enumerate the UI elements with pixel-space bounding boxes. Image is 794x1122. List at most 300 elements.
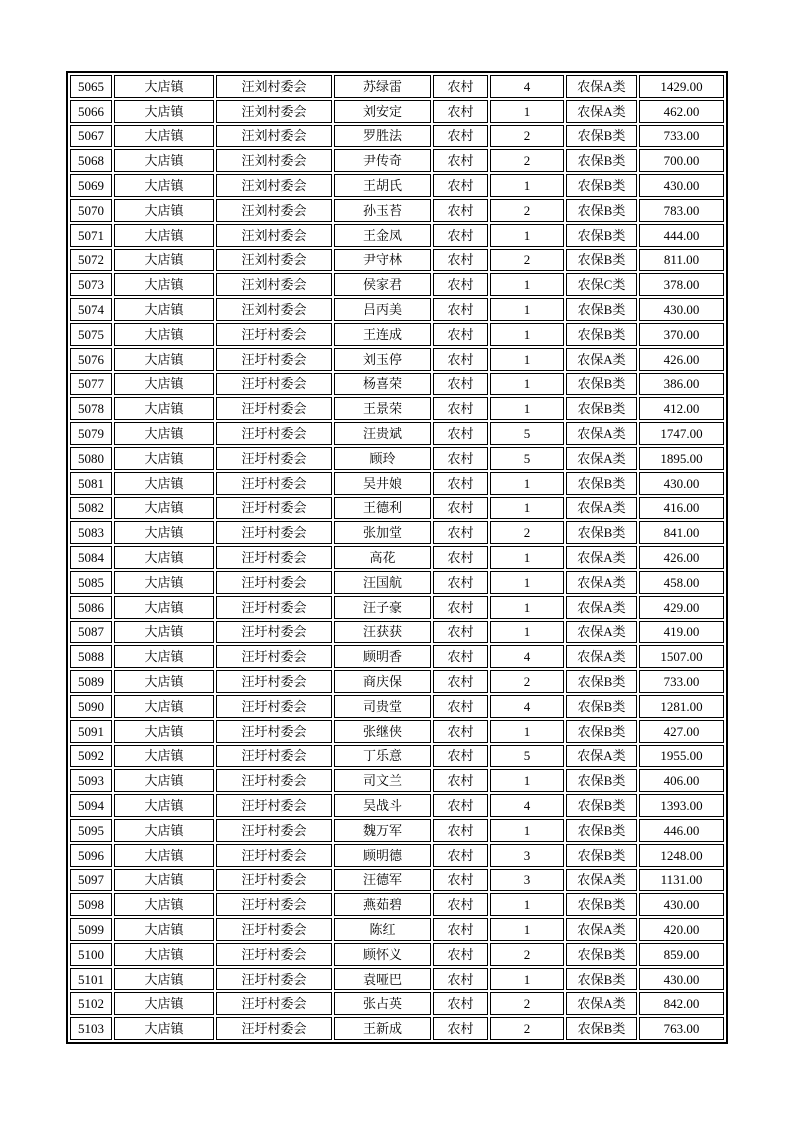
cell-persons: 1 <box>490 596 564 619</box>
cell-residence: 农村 <box>433 472 488 495</box>
cell-town: 大店镇 <box>114 571 214 594</box>
cell-persons: 1 <box>490 571 564 594</box>
cell-town: 大店镇 <box>114 769 214 792</box>
cell-amount: 444.00 <box>639 224 724 247</box>
table-row <box>70 249 724 272</box>
cell-name: 孙玉苔 <box>334 199 431 222</box>
cell-serial: 5084 <box>70 546 112 569</box>
cell-name: 刘玉停 <box>334 348 431 371</box>
cell-persons: 2 <box>490 943 564 966</box>
cell-town: 大店镇 <box>114 546 214 569</box>
cell-town: 大店镇 <box>114 422 214 445</box>
cell-village: 汪圩村委会 <box>216 521 332 544</box>
cell-village: 汪圩村委会 <box>216 621 332 644</box>
cell-name: 袁哑巴 <box>334 968 431 991</box>
cell-name: 吴战斗 <box>334 794 431 817</box>
cell-residence: 农村 <box>433 249 488 272</box>
cell-serial: 5066 <box>70 100 112 123</box>
cell-residence: 农村 <box>433 695 488 718</box>
cell-village: 汪刘村委会 <box>216 249 332 272</box>
table-row <box>70 645 724 668</box>
cell-name: 张继侠 <box>334 720 431 743</box>
table-row <box>70 720 724 743</box>
cell-category: 农保B类 <box>566 769 637 792</box>
cell-village: 汪刘村委会 <box>216 100 332 123</box>
cell-residence: 农村 <box>433 819 488 842</box>
cell-serial: 5071 <box>70 224 112 247</box>
cell-residence: 农村 <box>433 447 488 470</box>
cell-village: 汪圩村委会 <box>216 422 332 445</box>
cell-serial: 5097 <box>70 869 112 892</box>
cell-town: 大店镇 <box>114 943 214 966</box>
cell-amount: 427.00 <box>639 720 724 743</box>
cell-town: 大店镇 <box>114 323 214 346</box>
table-row <box>70 968 724 991</box>
cell-amount: 386.00 <box>639 373 724 396</box>
cell-amount: 783.00 <box>639 199 724 222</box>
cell-serial: 5092 <box>70 745 112 768</box>
cell-category: 农保B类 <box>566 844 637 867</box>
cell-village: 汪圩村委会 <box>216 819 332 842</box>
cell-amount: 412.00 <box>639 397 724 420</box>
cell-residence: 农村 <box>433 149 488 172</box>
cell-name: 王新成 <box>334 1017 431 1040</box>
cell-category: 农保B类 <box>566 373 637 396</box>
cell-town: 大店镇 <box>114 447 214 470</box>
cell-village: 汪圩村委会 <box>216 323 332 346</box>
cell-village: 汪刘村委会 <box>216 75 332 98</box>
cell-serial: 5073 <box>70 273 112 296</box>
cell-category: 农保A类 <box>566 75 637 98</box>
cell-serial: 5069 <box>70 174 112 197</box>
cell-village: 汪刘村委会 <box>216 149 332 172</box>
cell-persons: 1 <box>490 298 564 321</box>
cell-serial: 5074 <box>70 298 112 321</box>
cell-persons: 5 <box>490 745 564 768</box>
cell-name: 顾明德 <box>334 844 431 867</box>
cell-name: 吕丙美 <box>334 298 431 321</box>
cell-village: 汪刘村委会 <box>216 273 332 296</box>
cell-persons: 3 <box>490 869 564 892</box>
cell-category: 农保A类 <box>566 992 637 1015</box>
cell-name: 汪国航 <box>334 571 431 594</box>
cell-town: 大店镇 <box>114 819 214 842</box>
cell-town: 大店镇 <box>114 224 214 247</box>
cell-category: 农保B类 <box>566 298 637 321</box>
cell-category: 农保A类 <box>566 422 637 445</box>
cell-serial: 5099 <box>70 918 112 941</box>
table-row <box>70 199 724 222</box>
cell-town: 大店镇 <box>114 745 214 768</box>
cell-village: 汪圩村委会 <box>216 670 332 693</box>
cell-persons: 1 <box>490 968 564 991</box>
cell-persons: 3 <box>490 844 564 867</box>
cell-persons: 1 <box>490 373 564 396</box>
table-row <box>70 745 724 768</box>
cell-name: 尹传奇 <box>334 149 431 172</box>
cell-town: 大店镇 <box>114 918 214 941</box>
table-row <box>70 298 724 321</box>
cell-category: 农保C类 <box>566 273 637 296</box>
cell-amount: 1955.00 <box>639 745 724 768</box>
cell-name: 司文兰 <box>334 769 431 792</box>
cell-persons: 4 <box>490 695 564 718</box>
table-row <box>70 373 724 396</box>
table-row <box>70 695 724 718</box>
cell-residence: 农村 <box>433 1017 488 1040</box>
cell-village: 汪圩村委会 <box>216 769 332 792</box>
cell-name: 顾玲 <box>334 447 431 470</box>
cell-category: 农保A类 <box>566 546 637 569</box>
cell-residence: 农村 <box>433 918 488 941</box>
cell-town: 大店镇 <box>114 695 214 718</box>
benefit-roster-table <box>66 71 728 1044</box>
cell-amount: 1248.00 <box>639 844 724 867</box>
cell-town: 大店镇 <box>114 1017 214 1040</box>
cell-amount: 429.00 <box>639 596 724 619</box>
cell-town: 大店镇 <box>114 621 214 644</box>
table-row <box>70 149 724 172</box>
cell-serial: 5102 <box>70 992 112 1015</box>
cell-category: 农保B类 <box>566 397 637 420</box>
cell-name: 王金凤 <box>334 224 431 247</box>
cell-serial: 5082 <box>70 497 112 520</box>
cell-serial: 5091 <box>70 720 112 743</box>
cell-town: 大店镇 <box>114 992 214 1015</box>
cell-village: 汪圩村委会 <box>216 348 332 371</box>
cell-residence: 农村 <box>433 943 488 966</box>
cell-category: 农保A类 <box>566 497 637 520</box>
cell-residence: 农村 <box>433 670 488 693</box>
cell-residence: 农村 <box>433 497 488 520</box>
cell-town: 大店镇 <box>114 794 214 817</box>
cell-serial: 5095 <box>70 819 112 842</box>
table-row <box>70 174 724 197</box>
cell-name: 罗胜法 <box>334 125 431 148</box>
cell-amount: 430.00 <box>639 298 724 321</box>
cell-serial: 5103 <box>70 1017 112 1040</box>
cell-name: 王德利 <box>334 497 431 520</box>
cell-town: 大店镇 <box>114 174 214 197</box>
cell-category: 农保B类 <box>566 472 637 495</box>
cell-amount: 430.00 <box>639 968 724 991</box>
cell-name: 汪子豪 <box>334 596 431 619</box>
cell-village: 汪圩村委会 <box>216 968 332 991</box>
cell-village: 汪圩村委会 <box>216 943 332 966</box>
table-row <box>70 422 724 445</box>
cell-village: 汪圩村委会 <box>216 992 332 1015</box>
cell-serial: 5085 <box>70 571 112 594</box>
table-row <box>70 1017 724 1040</box>
cell-name: 张加堂 <box>334 521 431 544</box>
cell-town: 大店镇 <box>114 273 214 296</box>
cell-town: 大店镇 <box>114 199 214 222</box>
cell-residence: 农村 <box>433 968 488 991</box>
cell-persons: 2 <box>490 521 564 544</box>
table-row <box>70 571 724 594</box>
cell-village: 汪圩村委会 <box>216 373 332 396</box>
cell-serial: 5077 <box>70 373 112 396</box>
cell-village: 汪圩村委会 <box>216 869 332 892</box>
cell-residence: 农村 <box>433 298 488 321</box>
cell-amount: 406.00 <box>639 769 724 792</box>
cell-category: 农保A类 <box>566 621 637 644</box>
cell-name: 顾明香 <box>334 645 431 668</box>
table-row <box>70 100 724 123</box>
cell-village: 汪圩村委会 <box>216 571 332 594</box>
cell-category: 农保B类 <box>566 125 637 148</box>
cell-persons: 5 <box>490 447 564 470</box>
cell-serial: 5101 <box>70 968 112 991</box>
cell-serial: 5086 <box>70 596 112 619</box>
cell-category: 农保A类 <box>566 645 637 668</box>
cell-town: 大店镇 <box>114 521 214 544</box>
table-row <box>70 447 724 470</box>
cell-name: 杨喜荣 <box>334 373 431 396</box>
cell-village: 汪圩村委会 <box>216 645 332 668</box>
cell-serial: 5094 <box>70 794 112 817</box>
cell-amount: 859.00 <box>639 943 724 966</box>
cell-name: 苏绿雷 <box>334 75 431 98</box>
cell-persons: 1 <box>490 918 564 941</box>
cell-name: 吴井娘 <box>334 472 431 495</box>
cell-village: 汪圩村委会 <box>216 546 332 569</box>
cell-name: 司贵堂 <box>334 695 431 718</box>
cell-persons: 1 <box>490 397 564 420</box>
cell-residence: 农村 <box>433 224 488 247</box>
cell-residence: 农村 <box>433 571 488 594</box>
cell-residence: 农村 <box>433 720 488 743</box>
cell-amount: 446.00 <box>639 819 724 842</box>
cell-serial: 5075 <box>70 323 112 346</box>
cell-serial: 5090 <box>70 695 112 718</box>
cell-category: 农保A类 <box>566 447 637 470</box>
cell-name: 王连成 <box>334 323 431 346</box>
table-row <box>70 323 724 346</box>
cell-persons: 1 <box>490 769 564 792</box>
cell-residence: 农村 <box>433 174 488 197</box>
cell-town: 大店镇 <box>114 100 214 123</box>
cell-village: 汪圩村委会 <box>216 596 332 619</box>
cell-category: 农保A类 <box>566 745 637 768</box>
cell-residence: 农村 <box>433 521 488 544</box>
cell-category: 农保B类 <box>566 794 637 817</box>
cell-amount: 378.00 <box>639 273 724 296</box>
cell-village: 汪刘村委会 <box>216 125 332 148</box>
cell-town: 大店镇 <box>114 670 214 693</box>
cell-persons: 1 <box>490 224 564 247</box>
cell-category: 农保B类 <box>566 968 637 991</box>
cell-town: 大店镇 <box>114 249 214 272</box>
cell-residence: 农村 <box>433 348 488 371</box>
table-row <box>70 943 724 966</box>
cell-town: 大店镇 <box>114 373 214 396</box>
cell-category: 农保B类 <box>566 174 637 197</box>
cell-persons: 2 <box>490 249 564 272</box>
cell-name: 汪贵斌 <box>334 422 431 445</box>
cell-serial: 5072 <box>70 249 112 272</box>
cell-town: 大店镇 <box>114 472 214 495</box>
table-row <box>70 819 724 842</box>
cell-amount: 1131.00 <box>639 869 724 892</box>
cell-persons: 1 <box>490 546 564 569</box>
cell-amount: 733.00 <box>639 125 724 148</box>
cell-residence: 农村 <box>433 992 488 1015</box>
cell-residence: 农村 <box>433 546 488 569</box>
cell-amount: 842.00 <box>639 992 724 1015</box>
cell-village: 汪圩村委会 <box>216 844 332 867</box>
table-row <box>70 125 724 148</box>
cell-village: 汪刘村委会 <box>216 298 332 321</box>
cell-residence: 农村 <box>433 893 488 916</box>
cell-village: 汪圩村委会 <box>216 447 332 470</box>
cell-amount: 462.00 <box>639 100 724 123</box>
cell-town: 大店镇 <box>114 645 214 668</box>
table-row <box>70 596 724 619</box>
table-body <box>70 75 724 1040</box>
cell-category: 农保B类 <box>566 720 637 743</box>
cell-amount: 430.00 <box>639 893 724 916</box>
cell-town: 大店镇 <box>114 348 214 371</box>
cell-amount: 370.00 <box>639 323 724 346</box>
cell-name: 王胡氏 <box>334 174 431 197</box>
cell-persons: 4 <box>490 645 564 668</box>
cell-serial: 5089 <box>70 670 112 693</box>
cell-category: 农保B类 <box>566 695 637 718</box>
cell-name: 陈红 <box>334 918 431 941</box>
cell-amount: 700.00 <box>639 149 724 172</box>
cell-village: 汪刘村委会 <box>216 199 332 222</box>
cell-category: 农保A类 <box>566 596 637 619</box>
cell-town: 大店镇 <box>114 497 214 520</box>
cell-persons: 4 <box>490 794 564 817</box>
cell-serial: 5093 <box>70 769 112 792</box>
cell-town: 大店镇 <box>114 397 214 420</box>
cell-village: 汪圩村委会 <box>216 1017 332 1040</box>
cell-category: 农保A类 <box>566 918 637 941</box>
table-row <box>70 521 724 544</box>
cell-town: 大店镇 <box>114 596 214 619</box>
cell-serial: 5088 <box>70 645 112 668</box>
cell-name: 王景荣 <box>334 397 431 420</box>
cell-amount: 1429.00 <box>639 75 724 98</box>
cell-village: 汪刘村委会 <box>216 174 332 197</box>
cell-village: 汪圩村委会 <box>216 397 332 420</box>
cell-town: 大店镇 <box>114 844 214 867</box>
table-row <box>70 224 724 247</box>
table-row <box>70 918 724 941</box>
cell-category: 农保B类 <box>566 249 637 272</box>
cell-amount: 811.00 <box>639 249 724 272</box>
cell-serial: 5070 <box>70 199 112 222</box>
cell-residence: 农村 <box>433 397 488 420</box>
cell-category: 农保B类 <box>566 943 637 966</box>
cell-village: 汪圩村委会 <box>216 720 332 743</box>
cell-town: 大店镇 <box>114 149 214 172</box>
cell-name: 燕茹碧 <box>334 893 431 916</box>
cell-persons: 1 <box>490 273 564 296</box>
table-row <box>70 769 724 792</box>
cell-persons: 5 <box>490 422 564 445</box>
cell-name: 尹守林 <box>334 249 431 272</box>
table-row <box>70 472 724 495</box>
cell-category: 农保A类 <box>566 348 637 371</box>
cell-serial: 5087 <box>70 621 112 644</box>
cell-town: 大店镇 <box>114 720 214 743</box>
table-row <box>70 844 724 867</box>
cell-residence: 农村 <box>433 199 488 222</box>
table-row <box>70 497 724 520</box>
cell-residence: 农村 <box>433 645 488 668</box>
cell-persons: 1 <box>490 174 564 197</box>
table-row <box>70 348 724 371</box>
cell-amount: 416.00 <box>639 497 724 520</box>
cell-name: 刘安定 <box>334 100 431 123</box>
table-row <box>70 869 724 892</box>
cell-category: 农保B类 <box>566 893 637 916</box>
cell-serial: 5067 <box>70 125 112 148</box>
cell-serial: 5083 <box>70 521 112 544</box>
table-row <box>70 273 724 296</box>
cell-serial: 5065 <box>70 75 112 98</box>
cell-category: 农保B类 <box>566 224 637 247</box>
cell-serial: 5080 <box>70 447 112 470</box>
cell-persons: 1 <box>490 893 564 916</box>
cell-residence: 农村 <box>433 422 488 445</box>
cell-serial: 5079 <box>70 422 112 445</box>
cell-persons: 2 <box>490 149 564 172</box>
cell-amount: 1393.00 <box>639 794 724 817</box>
cell-amount: 1281.00 <box>639 695 724 718</box>
cell-name: 丁乐意 <box>334 745 431 768</box>
table-row <box>70 621 724 644</box>
cell-town: 大店镇 <box>114 75 214 98</box>
cell-town: 大店镇 <box>114 968 214 991</box>
cell-serial: 5078 <box>70 397 112 420</box>
cell-amount: 430.00 <box>639 174 724 197</box>
cell-residence: 农村 <box>433 125 488 148</box>
cell-persons: 2 <box>490 125 564 148</box>
table-row <box>70 75 724 98</box>
cell-category: 农保B类 <box>566 670 637 693</box>
cell-residence: 农村 <box>433 373 488 396</box>
cell-amount: 430.00 <box>639 472 724 495</box>
cell-amount: 458.00 <box>639 571 724 594</box>
cell-serial: 5068 <box>70 149 112 172</box>
cell-persons: 1 <box>490 472 564 495</box>
cell-name: 魏万军 <box>334 819 431 842</box>
cell-amount: 426.00 <box>639 546 724 569</box>
cell-amount: 426.00 <box>639 348 724 371</box>
cell-amount: 763.00 <box>639 1017 724 1040</box>
cell-persons: 2 <box>490 199 564 222</box>
cell-persons: 1 <box>490 497 564 520</box>
cell-residence: 农村 <box>433 596 488 619</box>
cell-persons: 1 <box>490 348 564 371</box>
cell-town: 大店镇 <box>114 893 214 916</box>
cell-category: 农保B类 <box>566 819 637 842</box>
cell-village: 汪圩村委会 <box>216 472 332 495</box>
cell-village: 汪刘村委会 <box>216 224 332 247</box>
cell-persons: 1 <box>490 720 564 743</box>
cell-town: 大店镇 <box>114 869 214 892</box>
cell-persons: 2 <box>490 670 564 693</box>
cell-category: 农保B类 <box>566 323 637 346</box>
cell-village: 汪圩村委会 <box>216 497 332 520</box>
cell-name: 张占英 <box>334 992 431 1015</box>
cell-amount: 733.00 <box>639 670 724 693</box>
cell-residence: 农村 <box>433 323 488 346</box>
